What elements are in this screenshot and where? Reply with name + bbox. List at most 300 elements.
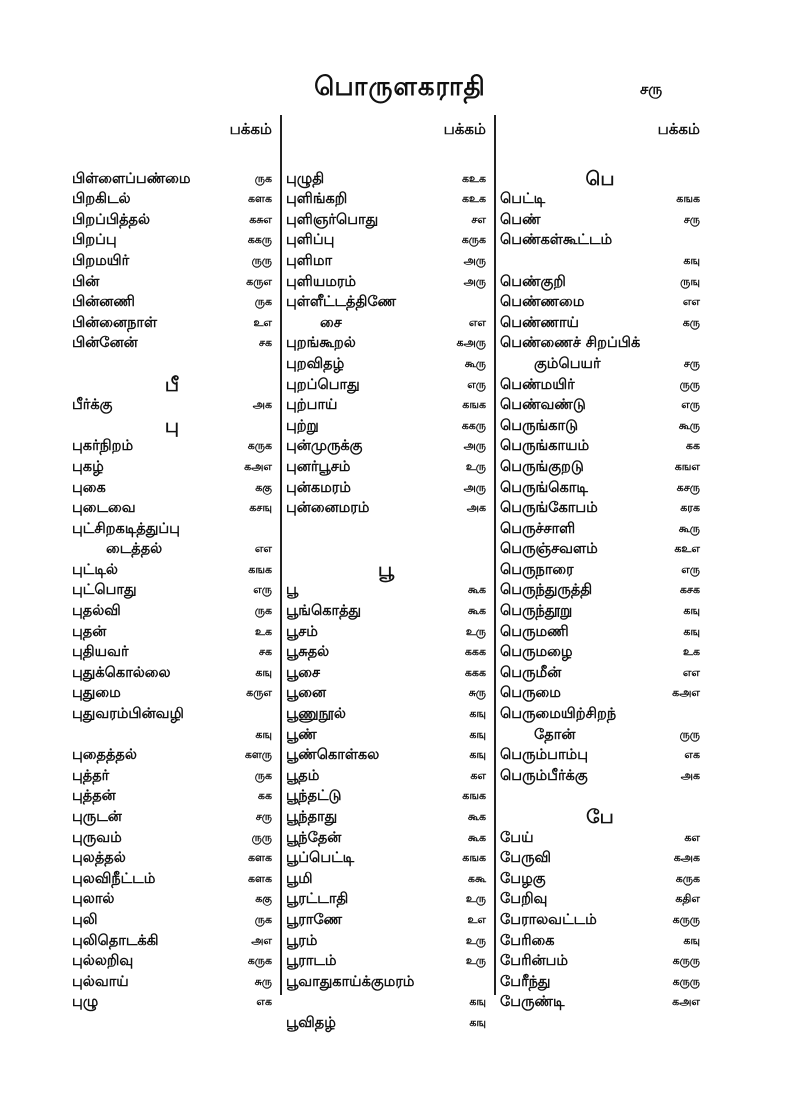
entry-page-ref: கருஎ [246,274,272,288]
index-entry [72,910,276,931]
entry-page-ref: கரக [680,501,700,515]
index-entry [72,931,276,952]
blank-line [500,786,704,807]
entry-page-ref: கருக [247,439,272,453]
entry-word: பெருங்காடு [500,417,579,434]
entry-page-ref: கஙு [683,604,700,618]
entry-page-ref: கருரு [672,974,700,988]
index-entry [286,416,490,437]
entry-word: பூங்கொத்து [286,603,362,620]
entry-page-ref: கஅஎ [672,686,700,700]
entry-page-ref: கஙு [469,748,486,762]
entry-page-ref: ருக [254,295,272,309]
entry-page-ref: கரு [682,315,700,329]
index-entry [72,889,276,910]
entry-word: புதுக்கொல்லை [72,664,171,681]
index-entry [500,272,704,293]
index-entry [500,416,704,437]
index-entry [286,725,490,746]
letter-heading [500,807,704,828]
index-entry [72,951,276,972]
entry-word: புளிமா [286,252,333,269]
entry-word: பூவாதுகாய்க்குமரம் [286,973,415,990]
entry-page-ref: சக [258,336,272,350]
entry-page-ref: கருக [461,233,486,247]
entry-page-ref: கூரு [464,356,486,370]
entry-page-ref: அக [680,768,700,782]
entry-word: பெண்ணாய் [500,314,579,331]
index-entry [286,395,490,416]
entry-word: பேரிகை [500,932,555,949]
entry-page-ref: கஙக [462,789,486,803]
entry-word: கும்பெயர் [534,355,601,372]
index-entry [500,869,704,890]
entry-word: பின்னேன் [72,335,138,352]
index-entry [286,210,490,231]
entry-page-ref: அரு [463,253,486,267]
entry-word: புதுவரம்பின்வழி [72,706,184,723]
index-entry [500,683,704,704]
index-entry-continuation [286,313,490,334]
entry-page-ref: கஅஎ [244,459,272,473]
index-entry-continuation [500,354,704,375]
entry-page-ref: ருக [254,171,272,185]
entry-page-ref: சுரு [468,686,486,700]
entry-word: சை [320,314,342,331]
index-entry [286,498,490,519]
entry-word: பேராலவட்டம் [500,911,597,928]
entry-page-ref: கசுஎ [249,212,272,226]
index-entry [500,519,704,540]
index-entry [72,972,276,993]
index-entry [72,169,276,190]
index-entry-continuation [72,725,276,746]
index-entry [500,663,704,684]
entry-word: புருடன் [72,809,122,825]
entry-page-ref: கஙக [248,562,272,576]
entry-word: பெருந்தூறு [500,603,573,620]
entry-page-ref: ககரு [461,418,486,432]
entry-word: பெண்மயிர் [500,376,575,393]
index-entry [500,313,704,334]
entry-page-ref: ருக [254,604,272,618]
entry-word: பெருந்துருத்தி [500,582,593,599]
entry-page-ref: கஎ [684,830,700,844]
entry-page-ref: களக [248,871,272,885]
entry-word: புறங்கூறல் [286,335,356,352]
index-column-3 [500,120,704,1013]
entry-word: பெருமணி [500,623,569,640]
entry-word: பீர்க்கு [72,397,113,414]
entry-page-ref: சுரு [254,974,272,988]
entry-page-ref: அக [466,501,486,515]
entry-word: புழு [72,994,99,1011]
entry-word: புதைத்தல் [72,747,137,764]
entry-word: புகை [72,479,106,496]
entry-page-ref: எரு [253,583,272,597]
entry-word: பூ [286,582,299,599]
entry-word: புதல்வி [72,603,121,620]
index-entry [500,889,704,910]
entry-page-ref: ககூ [467,871,486,885]
index-entry [72,828,276,849]
entry-word: பூப்பெட்டி [286,850,355,867]
entry-page-ref: கூரு [678,521,700,535]
entry-page-ref: உக [682,645,700,659]
index-entry [72,498,276,519]
entry-page-ref: உஎ [467,912,486,926]
index-entry [72,478,276,499]
entry-page-ref: உரு [465,459,486,473]
entry-word: பேரீந்து [500,973,551,990]
entry-word: பூசுதல் [286,644,330,661]
entry-page-ref: கஙு [255,665,272,679]
entry-word: புகர்நிறம் [72,438,134,455]
entry-page-ref: களக [248,192,272,206]
index-entry [500,539,704,560]
blank-line [72,354,276,375]
entry-page-ref: கஉஎ [674,542,700,556]
page-number: சரு [640,80,663,98]
entry-word: புத்தர் [72,767,110,784]
entry-page-ref: கசக [679,583,700,597]
index-entry [72,189,276,210]
entry-word: பெட்டி [500,191,546,208]
index-entry [72,272,276,293]
index-entry [286,1013,490,1034]
entry-word: பூணுநூல் [286,706,346,723]
index-entry [286,333,490,354]
entry-page-ref: உரு [465,892,486,906]
entry-page-ref: கூக [467,830,486,844]
entry-word: புட்பொது [72,582,137,599]
entry-page-ref: எரு [681,562,700,576]
entry-page-ref: கஅரு [456,336,486,350]
entry-word: பிறகிடல் [72,191,131,208]
index-entry [72,745,276,766]
index-entry [286,457,490,478]
entry-page-ref: கதிஎ [675,892,700,906]
entry-word: பெண் [500,211,541,228]
index-entry [286,169,490,190]
index-entry [500,210,704,231]
index-entry [72,457,276,478]
index-entry [500,642,704,663]
entry-word: புளிப்பு [286,232,335,249]
entry-word: பெருஞ்சவளம் [500,541,598,558]
letter-heading [72,375,276,396]
entry-word: பூனை [286,685,327,702]
index-entry [286,807,490,828]
entry-word: பெருமீன் [500,664,562,681]
entry-word: பெண்ணமை [500,294,585,311]
index-entry [286,828,490,849]
entry-page-ref: சரு [683,356,700,370]
entry-word: புன்னைமரம் [286,500,370,517]
entry-page-ref: கஅக [673,851,700,865]
entry-word: புனர்பூசம் [286,458,351,475]
entry-page-ref: கஙக [676,192,700,206]
index-entry [286,272,490,293]
index-entry-continuation [286,992,490,1013]
entry-word: புற்பாய் [286,397,338,414]
blank-line [286,148,490,169]
entry-word: பூண்கொள்கல [286,747,380,764]
index-entry [72,807,276,828]
entry-word: பூராடம் [286,953,337,970]
entry-page-ref: அக [252,398,272,412]
entry-page-ref: உஎ [253,315,272,329]
index-entry [72,519,276,540]
index-entry [500,395,704,416]
index-entry [72,992,276,1013]
entry-page-ref: அரு [463,274,486,288]
entry-page-ref: அரு [463,480,486,494]
letter-heading-text: பூ [377,558,395,581]
entry-page-ref: ருக [254,912,272,926]
entry-word: புழுதி [286,170,325,187]
index-entry [500,230,704,251]
index-entry [500,622,704,643]
index-entry [500,333,704,354]
entry-word: பேரின்பம் [500,953,569,970]
entry-word: பெண்ணைச் சிறப்பிக் [500,335,641,352]
entry-word: புதன் [72,623,107,640]
entry-word: பிள்ளைப்பண்மை [72,170,191,187]
entry-page-ref: ககக [464,645,486,659]
entry-page-ref: கஉக [461,171,486,185]
page-column-header: பக்கம் [443,120,486,138]
entry-word: பெருமையிற்சிறந் [500,706,617,723]
entry-page-ref: கஙஎ [674,459,700,473]
entry-word: புற்று [286,417,319,434]
entry-page-ref: கஙு [683,624,700,638]
entry-page-ref: எஎ [682,295,700,309]
entry-word: பெருங்காயம் [500,438,590,455]
index-entry [72,333,276,354]
entry-word: புதுமை [72,685,121,702]
entry-page-ref: கக [685,439,700,453]
entry-page-ref: எக [256,995,272,1009]
blank-line [286,539,490,560]
entry-word: பெருச்சாளி [500,520,576,537]
index-entry [72,580,276,601]
index-entry [500,457,704,478]
index-entry [500,828,704,849]
entry-page-ref: சஎ [471,212,486,226]
index-entry [286,931,490,952]
entry-page-ref: களரு [244,748,272,762]
entry-page-ref: ருரு [679,377,700,391]
entry-page-ref: உரு [465,954,486,968]
index-entry-continuation [500,251,704,272]
entry-word: பேருண்டி [500,994,565,1011]
index-entry [500,189,704,210]
index-entry [500,745,704,766]
entry-page-ref: கஙு [469,707,486,721]
index-entry [500,478,704,499]
entry-page-ref: கருரு [672,954,700,968]
entry-word: பெருங்குறடு [500,458,584,475]
index-entry [286,889,490,910]
entry-word: பெருமழை [500,644,573,661]
entry-page-ref: கஙு [255,727,272,741]
index-entry [286,910,490,931]
entry-word: பெருங்கோபம் [500,500,598,517]
entry-word: புல்லறிவு [72,953,134,970]
index-entry [72,683,276,704]
index-entry [286,786,490,807]
entry-page-ref: ககக [464,665,486,679]
index-entry [286,683,490,704]
entry-word: புருவம் [72,829,122,846]
letter-heading-text: பே [586,806,614,828]
entry-word: பூரட்டாதி [286,891,349,908]
entry-word: பெண்வண்டு [500,397,586,414]
entry-page-ref: உரு [465,933,486,947]
entry-page-ref: கூக [467,583,486,597]
index-entry [500,766,704,787]
entry-page-ref: ககு [255,480,272,494]
index-entry [500,704,704,725]
index-entry [72,848,276,869]
entry-page-ref: ககு [255,892,272,906]
index-entry [286,663,490,684]
index-entry [286,189,490,210]
index-entry [286,848,490,869]
entry-word: புட்சிறகடித்துப்பு [72,520,180,537]
entry-page-ref: கஙக [462,851,486,865]
entry-word: புள்ளீட்டத்திணே [286,294,397,311]
entry-word: புளியமரம் [286,273,357,290]
entry-word: பூசை [286,664,321,681]
entry-word: புளிஞர்பொது [286,211,379,228]
entry-word: பூரம் [286,932,318,949]
index-entry [500,848,704,869]
entry-word: பெரும்பீர்க்கு [500,767,588,784]
letter-heading [500,169,704,190]
entry-page-ref: சரு [683,212,700,226]
index-entry [500,560,704,581]
index-entry [286,869,490,890]
entry-word: பெருநாரை [500,561,574,578]
entry-word: பிறப்பு [72,232,117,249]
index-entry [286,354,490,375]
index-entry [72,786,276,807]
index-entry [286,951,490,972]
index-entry [72,292,276,313]
page-column-header: பக்கம் [657,120,700,138]
entry-page-ref: அஎ [251,933,272,947]
index-entry [286,642,490,663]
entry-page-ref: கசரு [676,480,700,494]
entry-word: டைத்தல் [106,541,163,558]
index-entry [286,251,490,272]
index-entry [500,498,704,519]
entry-word: புன்முருக்கு [286,438,363,455]
entry-word: புறவிதழ் [286,355,345,372]
letter-heading [286,560,490,581]
entry-page-ref: அரு [463,439,486,453]
entry-word: பெரும்பாம்பு [500,747,589,764]
index-entry [286,622,490,643]
entry-word: பூந்தாது [286,809,338,825]
entry-word: பூசம் [286,623,318,640]
entry-word: புலி [72,911,98,928]
index-entry [286,580,490,601]
entry-word: பூவிதழ் [286,1014,336,1031]
entry-word: புலால் [72,891,115,908]
entry-word: புலத்தல் [72,850,126,867]
entry-word: புல்வாய் [72,973,129,990]
entry-word: பூதம் [286,767,320,784]
entry-page-ref: கஙு [683,933,700,947]
entry-page-ref: ருரு [251,253,272,267]
index-entry [500,931,704,952]
index-column-2 [286,120,490,1034]
index-column-1 [72,120,276,1013]
index-entry [286,436,490,457]
entry-page-ref: கஙு [469,1015,486,1029]
entry-page-ref: எரு [681,398,700,412]
entry-word: பின்னணி [72,294,135,311]
entry-word: புளிங்கறி [286,191,348,208]
index-entry [286,601,490,622]
index-entry [286,375,490,396]
entry-word: புன்கமரம் [286,479,351,496]
index-entry [500,910,704,931]
entry-word: புடைவை [72,500,136,517]
entry-word: பின்னைநாள் [72,314,158,331]
entry-page-ref: எஎ [254,542,272,556]
entry-word: பேருவி [500,850,552,867]
index-entry [72,601,276,622]
index-entry [72,210,276,231]
entry-word: பேய் [500,829,534,846]
page-title: பொருளகராதி [314,72,486,102]
index-entry [72,622,276,643]
letter-heading-text: பீ [164,373,180,396]
entry-word: பூந்தட்டு [286,788,342,805]
index-entry [500,992,704,1013]
blank-line [500,148,704,169]
index-entry [72,230,276,251]
entry-page-ref: சரு [255,810,272,823]
entry-page-ref: கஙக [462,398,486,412]
entry-word: புலிதொடக்கி [72,932,159,949]
index-entry [286,292,490,313]
index-entry [72,395,276,416]
entry-page-ref: கஙு [469,727,486,741]
entry-page-ref: கருஎ [246,686,272,700]
entry-page-ref: உரு [465,624,486,638]
entry-word: தோன் [534,726,576,743]
entry-page-ref: எரு [467,377,486,391]
index-entry [72,704,276,725]
blank-line [72,148,276,169]
entry-page-ref: ருக [254,768,272,782]
entry-word: பிறமயிர் [72,252,130,269]
entry-word: பெண்கள்கூட்டம் [500,232,613,249]
entry-page-ref: கூக [467,810,486,823]
index-entry [72,560,276,581]
entry-page-ref: கூக [467,604,486,618]
entry-page-ref: எக [684,748,700,762]
entry-page-ref: கருரு [672,912,700,926]
entry-page-ref: கஉக [461,192,486,206]
entry-word: புலவிநீட்டம் [72,870,156,887]
entry-word: பின் [72,273,100,290]
